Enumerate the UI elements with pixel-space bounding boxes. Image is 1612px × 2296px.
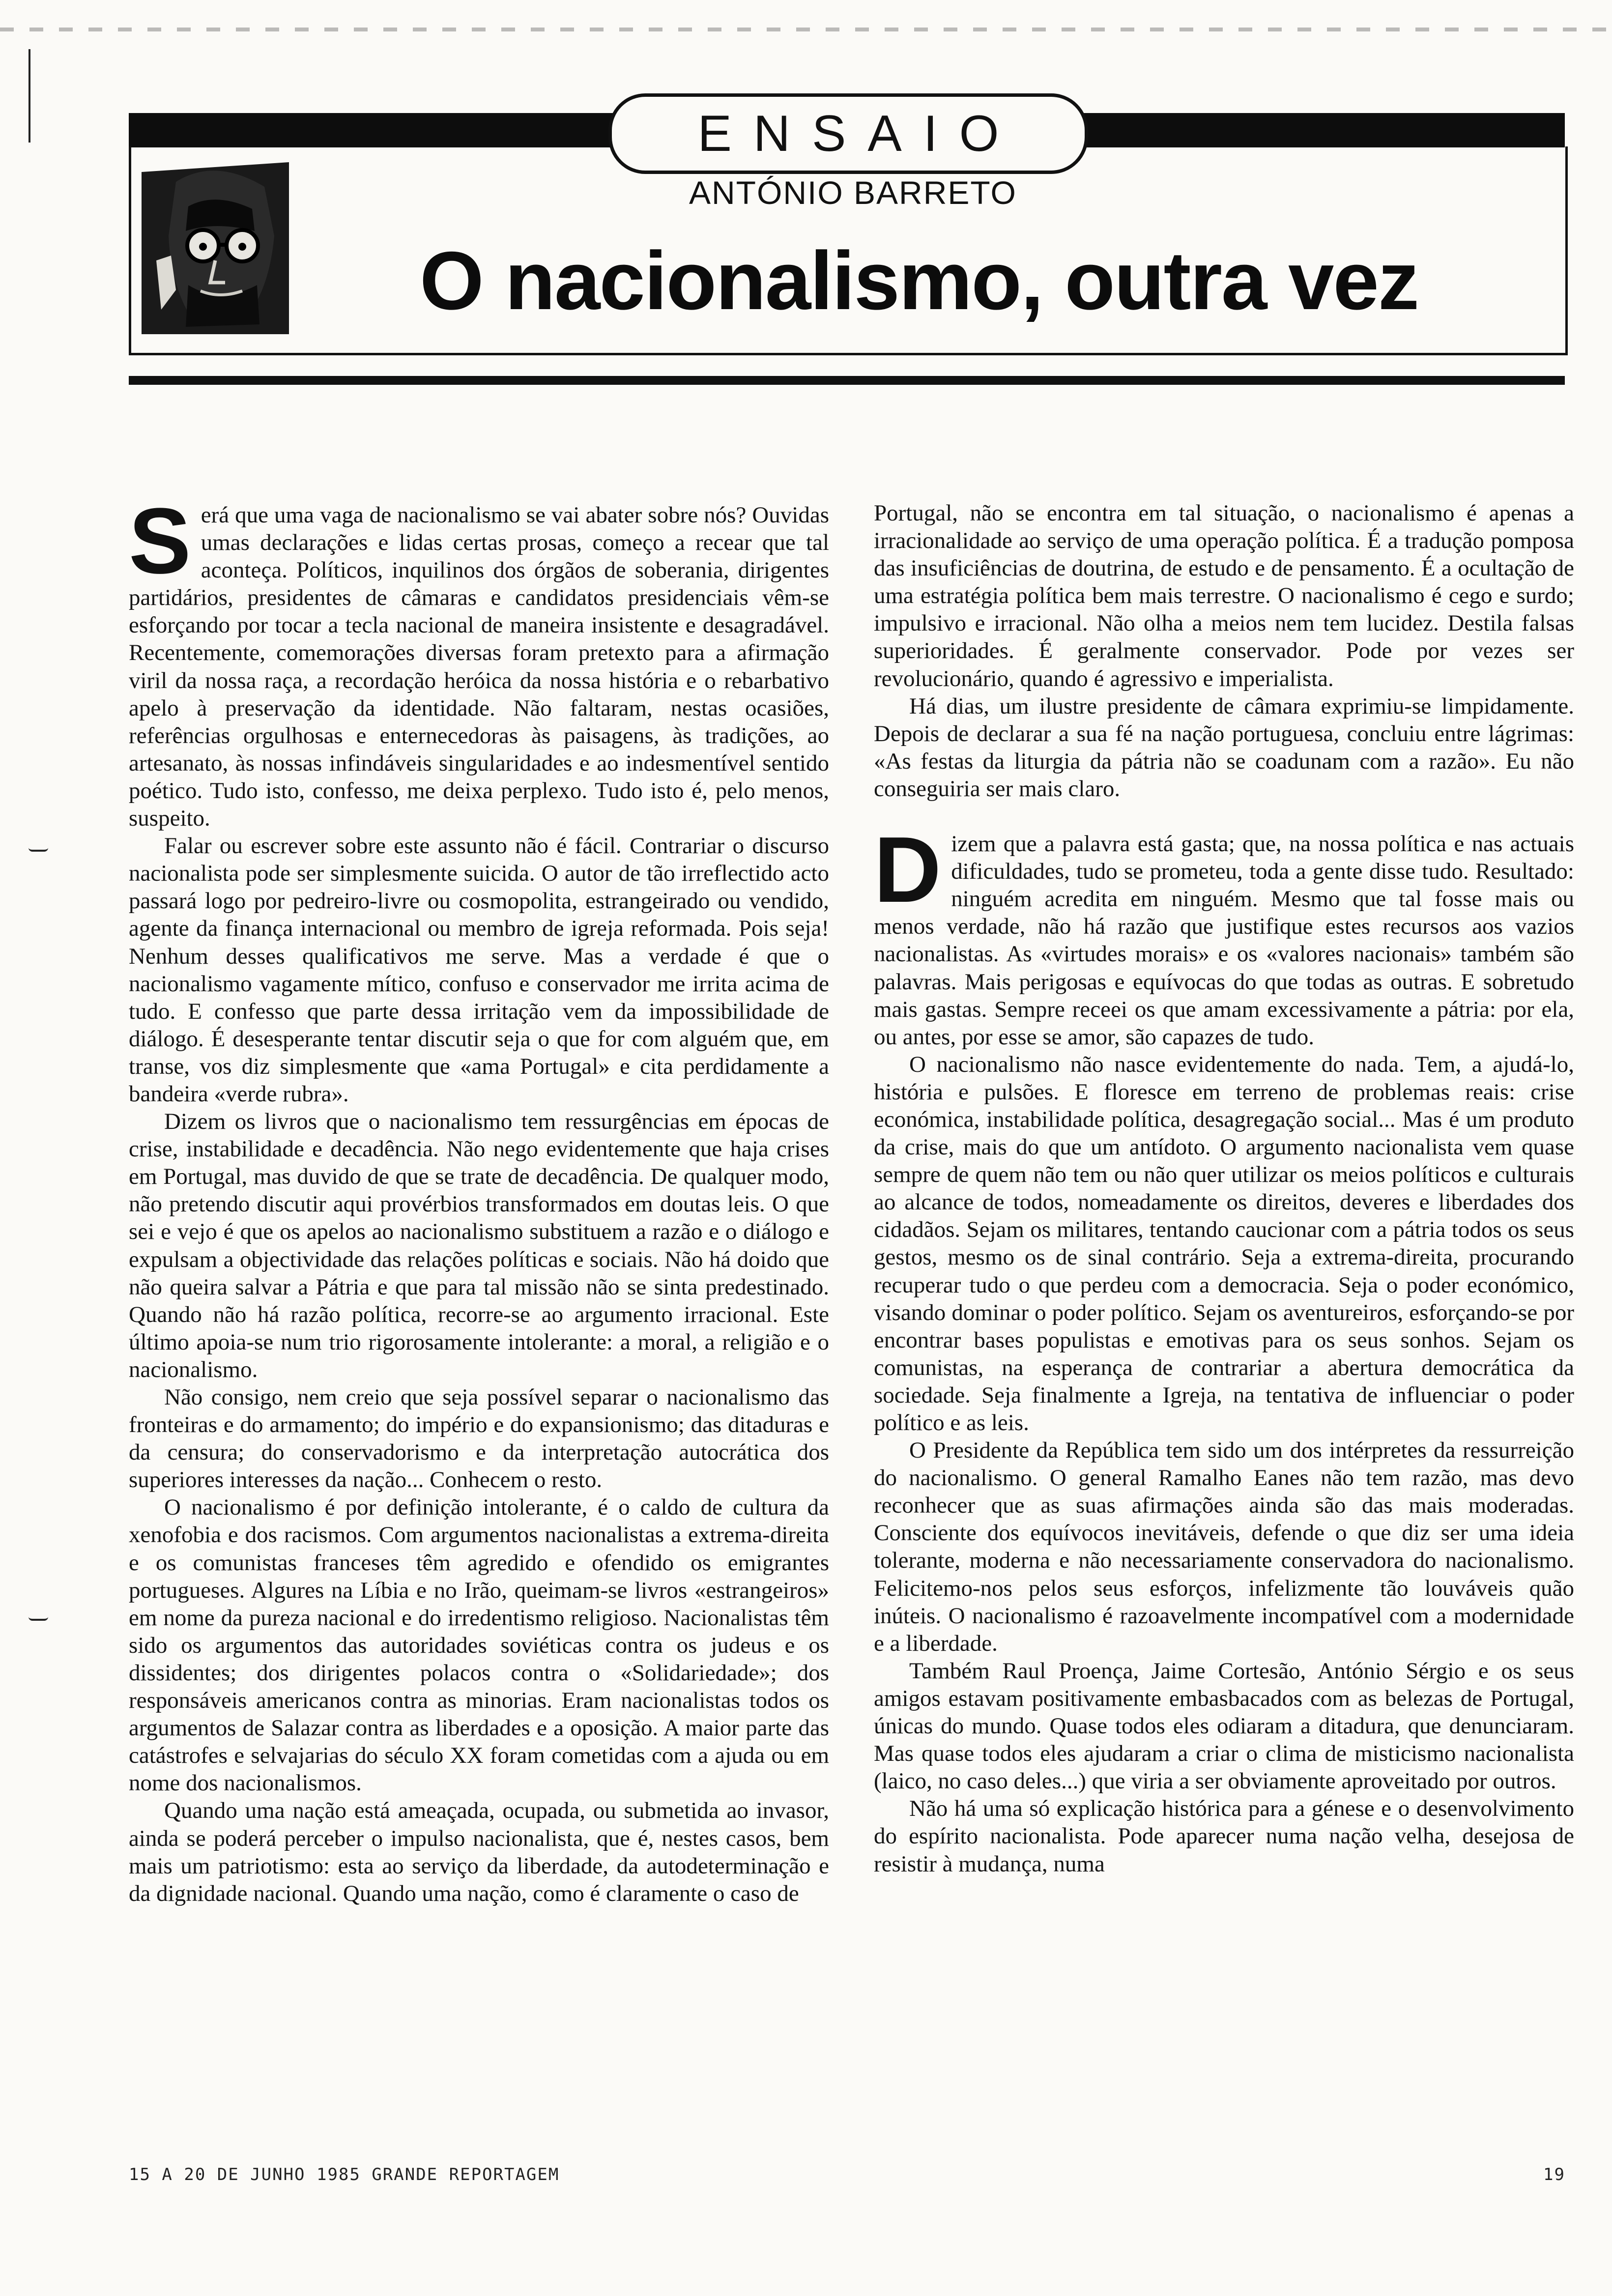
margin-mark — [29, 1617, 48, 1621]
section-pill — [608, 93, 1088, 174]
margin-mark — [29, 49, 30, 143]
paragraph: O nacionalismo é por definição intolerante, é o caldo de cultura da xenofobia e dos racismos. Com argumentos nacionalistas a extrema-direita e os comunistas franceses têm agredido e ofendido os emigrantes portugueses. Algures na Líbia e no Irão, queimam-se livros «estrangeiros» em nome da pureza nacional e do irredentismo religioso. Nacionalistas têm sido os argumentos das autoridades soviéticas contra os judeus e os dissidentes; dos dirigentes polacos contra o «Solidariedade»; dos responsáveis americanos contra as minorias. Eram nacionalistas todos os argumentos de Salazar contra as liberdades e a oposição. A maior parte das catástrofes e selvajarias do século XX foram cometidas com a ajuda ou em nome dos nacionalismos. — [129, 1494, 829, 1796]
paragraph: Será que uma vaga de nacionalismo se vai abater sobre nós? Ouvidas umas declarações e lidas certas prosas, começo a recear que tal aconteça. Políticos, inquilinos dos órgãos de soberania, dirigentes partidários, presidentes de câmaras e candidatos presidenciais vêm-se esforçando por tocar a tecla nacional de maneira insistente e desagradável. Recentemente, comemorações diversas foram pretexto para a afirmação viril da nossa raça, a recordação heróica da nossa história e o rebarbativo apelo à preservação da identidade. Não faltaram, nestas ocasiões, referências orgulhosas e enternecedoras às paisagens, às tradições, ao artesanato, às nossas infindáveis singularidades e ao indesmentível sentido poético. Tudo isto, confesso, me deixa perplexo. Tudo isto é, pelo menos, suspeito. — [129, 489, 829, 832]
author-name: ANTÓNIO BARRETO — [689, 174, 1017, 211]
margin-mark — [29, 848, 48, 852]
paragraph: Também Raul Proença, Jaime Cortesão, António Sérgio e os seus amigos estavam positivamente embasbacados com as belezas de Portugal, únicas do mundo. Quase todos eles odiaram a ditadura, que denunciaram. Mas quase todos eles ajudaram a criar o clima de misticismo nacionalista (laico, no caso deles...) que viria a ser obviamente aproveitado por outros. — [874, 1658, 1574, 1794]
page-number: 19 — [1543, 2165, 1565, 2184]
article-header — [129, 93, 1565, 356]
paragraph: Quando uma nação está ameaçada, ocupada, ou submetida ao invasor, ainda se poderá perceber o impulso nacionalista, que é, nestes casos, bem mais um patriotismo: esta ao serviço da liberdade, da autodeterminação e da dignidade nacional. Quando uma nação, como é claramente o caso de — [129, 1798, 829, 1906]
paragraph: O Presidente da República tem sido um dos intérpretes da ressurreição do nacionalismo. O general Ramalho Eanes não tem razão, mas devo reconhecer que as suas afirmações ainda são das mais moderadas. Consciente dos equívocos inevitáveis, defende o que diz ser uma ideia tolerante, moderna e não necessariamente conservadora do nacionalismo. Felicitemo-nos pelos seus esforços, infelizmente tão louváveis quão inúteis. O nacionalismo é razoavelmente incompatível com a modernidade e a liberdade. — [874, 1437, 1574, 1656]
footer-issue: 15 A 20 DE JUNHO 1985 GRANDE REPORTAGEM — [129, 2165, 560, 2184]
paragraph: Não há uma só explicação histórica para a génese e o desenvolvimento do espírito nacionalista. Pode aparecer numa nação velha, desejosa de resistir à mudança, numa — [874, 1796, 1574, 1877]
paragraph: O nacionalismo não nasce evidentemente do nada. Tem, a ajudá-lo, história e pulsões. E floresce em terreno de problemas reais: crise económica, instabilidade política, desagregação social... Mas é um produto da crise, mais do que um antídoto. O argumento nacionalista vem quase sempre de quem não tem ou não quer utilizar os meios políticos e culturais ao alcance de todos, nomeadamente os direitos, deveres e liberdades dos cidadãos. Sejam os militares, tentando caucionar com a pátria todos os seus gestos, mesmo os de sinal contrário. Seja a extrema-direita, procurando recuperar tudo o que perdeu com a democracia. Seja o poder económico, visando dominar o poder político. Sejam os aventureiros, esforçando-se por encontrar bases populistas e emotivas para os seus sonhos. Sejam os comunistas, na esperança de contrariar a abertura democrática da sociedade. Seja finalmente a Igreja, na tentativa de influenciar o poder político e as leis. — [874, 1051, 1574, 1435]
column-right — [874, 499, 1574, 1878]
paragraph: Não consigo, nem creio que seja possível separar o nacionalismo das fronteiras e do armamento; do império e do expansionismo; das ditaduras e da censura; do conservadorismo e da interpretação autocrática dos superiores interesses da nação... Conhecem o resto. — [129, 1384, 829, 1493]
paragraph: Há dias, um ilustre presidente de câmara exprimiu-se limpidamente. Depois de declarar a sua fé na nação portuguesa, concluiu entre lágrimas: «As festas da liturgia da pátria não se coadunam com a razão». Eu não conseguiria ser mais claro. — [874, 693, 1574, 802]
drop-cap: S — [129, 489, 191, 593]
author-portrait-icon — [142, 162, 289, 334]
paragraph: Falar ou escrever sobre este assunto não é fácil. Contrariar o discurso nacionalista pode ser simplesmente suicida. O autor de tão irreflectido acto passará logo por pedreiro-livre ou cosmopolita, estrangeirado ou vendido, agente da finança internacional ou membro de igreja reformada. Pois seja! Nenhum desses qualificativos me serve. Mas a verdade é que o nacionalismo vagamente mítico, confuso e conservador me irrita acima de tudo. E confesso que parte dessa irritação vem da impossibilidade de diálogo. É desesperante tentar discutir seja o que for com alguém que, em transe, vos diz simplesmente que «ama Portugal» e cita perdidamente a bandeira «verde rubra». — [129, 833, 829, 1107]
paragraph: Dizem que a palavra está gasta; que, na nossa política e nas actuais dificuldades, tudo se prometeu, toda a gente disse tudo. Resultado: ninguém acredita em ninguém. Mesmo que tal fosse mais ou menos verdade, não há razão que justifique estes recursos aos vazios nacionalistas. As «virtudes morais» e os «valores nacionais» também são palavras. Mais perigosas e equívocas do que todas as outras. E sobretudo mais gastas. Sempre receei os que amam excessivamente a pátria: por ela, ou antes, por esse se amor, são capazes de tudo. — [874, 818, 1574, 1050]
drop-cap: D — [874, 818, 942, 922]
article-title: O nacionalismo, outra vez — [420, 234, 1418, 327]
paragraph: Portugal, não se encontra em tal situação, o nacionalismo é apenas a irracionalidade ao serviço de uma operação política. É a tradução pomposa das insuficiências de doutrina, de estudo e de pensamento. É a ocultação de uma estratégia política bem mais terrestre. O nacionalismo é cego e surdo; impulsivo e irracional. Não olha a meios nem tem lucidez. Destila falsas superioridades. É geralmente conservador. Pode por vezes ser revolucionário, quando é agressivo e imperialista. — [874, 500, 1574, 691]
header-underline — [129, 376, 1565, 385]
paragraph: Dizem os livros que o nacionalismo tem ressurgências em épocas de crise, instabilidade e decadência. Não nego evidentemente que haja crises em Portugal, mas duvido de que se trate de decadência. De qualquer modo, não pretendo discutir aqui provérbios transformados em doutas leis. O que sei e vejo é que os apelos ao nacionalismo substituem a razão e o diálogo e expulsam a objectividade das relações políticas e sociais. Não há doido que não queira salvar a Pátria e que para tal missão não se sinta predestinado. Quando não há razão política, recorre-se ao argumento irracional. Este último apoia-se num trio rigorosamente intolerante: a moral, a religião e o nacionalismo. — [129, 1109, 829, 1382]
top-edge-noise — [0, 28, 1612, 31]
column-left — [129, 489, 829, 1907]
section-label: ENSAIO — [697, 105, 1021, 162]
